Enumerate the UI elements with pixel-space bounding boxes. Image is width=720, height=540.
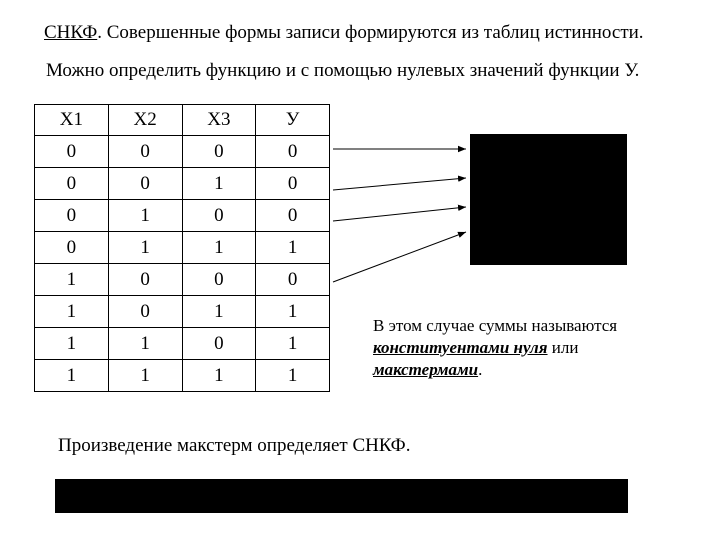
table-row — [35, 168, 330, 200]
table-cell: 1 — [256, 232, 330, 264]
table-cell: 0 — [256, 200, 330, 232]
table-row — [35, 264, 330, 296]
table-row — [35, 136, 330, 168]
table-cell: 1 — [35, 264, 109, 296]
table-cell: 1 — [108, 200, 182, 232]
table-cell: 0 — [35, 232, 109, 264]
column-header: У — [256, 105, 330, 136]
table-cell: 1 — [256, 328, 330, 360]
note-term-constituents: конституентами нуля — [373, 338, 548, 357]
arrow-row-2 — [333, 178, 466, 190]
table-cell: 0 — [182, 328, 256, 360]
table-cell: 0 — [182, 200, 256, 232]
column-header: X3 — [182, 105, 256, 136]
title-text: . Совершенные формы записи формируются из таблиц истинности. — [97, 22, 644, 43]
table-cell: 1 — [182, 296, 256, 328]
title-abbreviation: СНКФ — [44, 22, 98, 43]
table-cell: 1 — [35, 360, 109, 392]
note-suffix: . — [478, 360, 483, 379]
truth-table — [34, 104, 330, 392]
title-line — [44, 22, 644, 44]
table-row — [35, 232, 330, 264]
column-header: X2 — [108, 105, 182, 136]
formula-box — [470, 134, 627, 265]
table-cell: 0 — [256, 264, 330, 296]
table-row — [35, 296, 330, 328]
column-header: X1 — [35, 105, 109, 136]
explanation-note — [373, 315, 693, 381]
table-cell: 1 — [182, 232, 256, 264]
table-cell: 0 — [35, 136, 109, 168]
table-header-row — [35, 105, 330, 136]
table-cell: 1 — [182, 360, 256, 392]
table-cell: 1 — [35, 328, 109, 360]
table-cell: 0 — [108, 168, 182, 200]
table-cell: 0 — [108, 136, 182, 168]
formula-bar — [55, 479, 628, 513]
note-prefix: В этом случае суммы называются — [373, 316, 618, 335]
table-cell: 0 — [35, 168, 109, 200]
note-middle: или — [547, 338, 579, 357]
table-cell: 0 — [256, 136, 330, 168]
arrow-row-5 — [333, 232, 466, 282]
table-cell: 0 — [182, 136, 256, 168]
table-row — [35, 360, 330, 392]
table-cell: 0 — [256, 168, 330, 200]
arrow-row-3 — [333, 207, 466, 221]
table-cell: 0 — [35, 200, 109, 232]
table-cell: 1 — [108, 360, 182, 392]
table-cell: 1 — [256, 296, 330, 328]
table-cell: 0 — [108, 296, 182, 328]
table-cell: 1 — [35, 296, 109, 328]
table-row — [35, 200, 330, 232]
table-cell: 1 — [182, 168, 256, 200]
table-cell: 1 — [108, 328, 182, 360]
note-term-maxterms: макстермами — [373, 360, 479, 379]
table-cell: 1 — [108, 232, 182, 264]
table-cell: 1 — [256, 360, 330, 392]
table-cell: 0 — [108, 264, 182, 296]
table-cell: 0 — [182, 264, 256, 296]
conclusion-text: Произведение макстерм определяет СНКФ. — [58, 435, 411, 456]
table-row — [35, 328, 330, 360]
subtitle-text: Можно определить функцию и с помощью нулевых значений функции У. — [46, 60, 640, 81]
